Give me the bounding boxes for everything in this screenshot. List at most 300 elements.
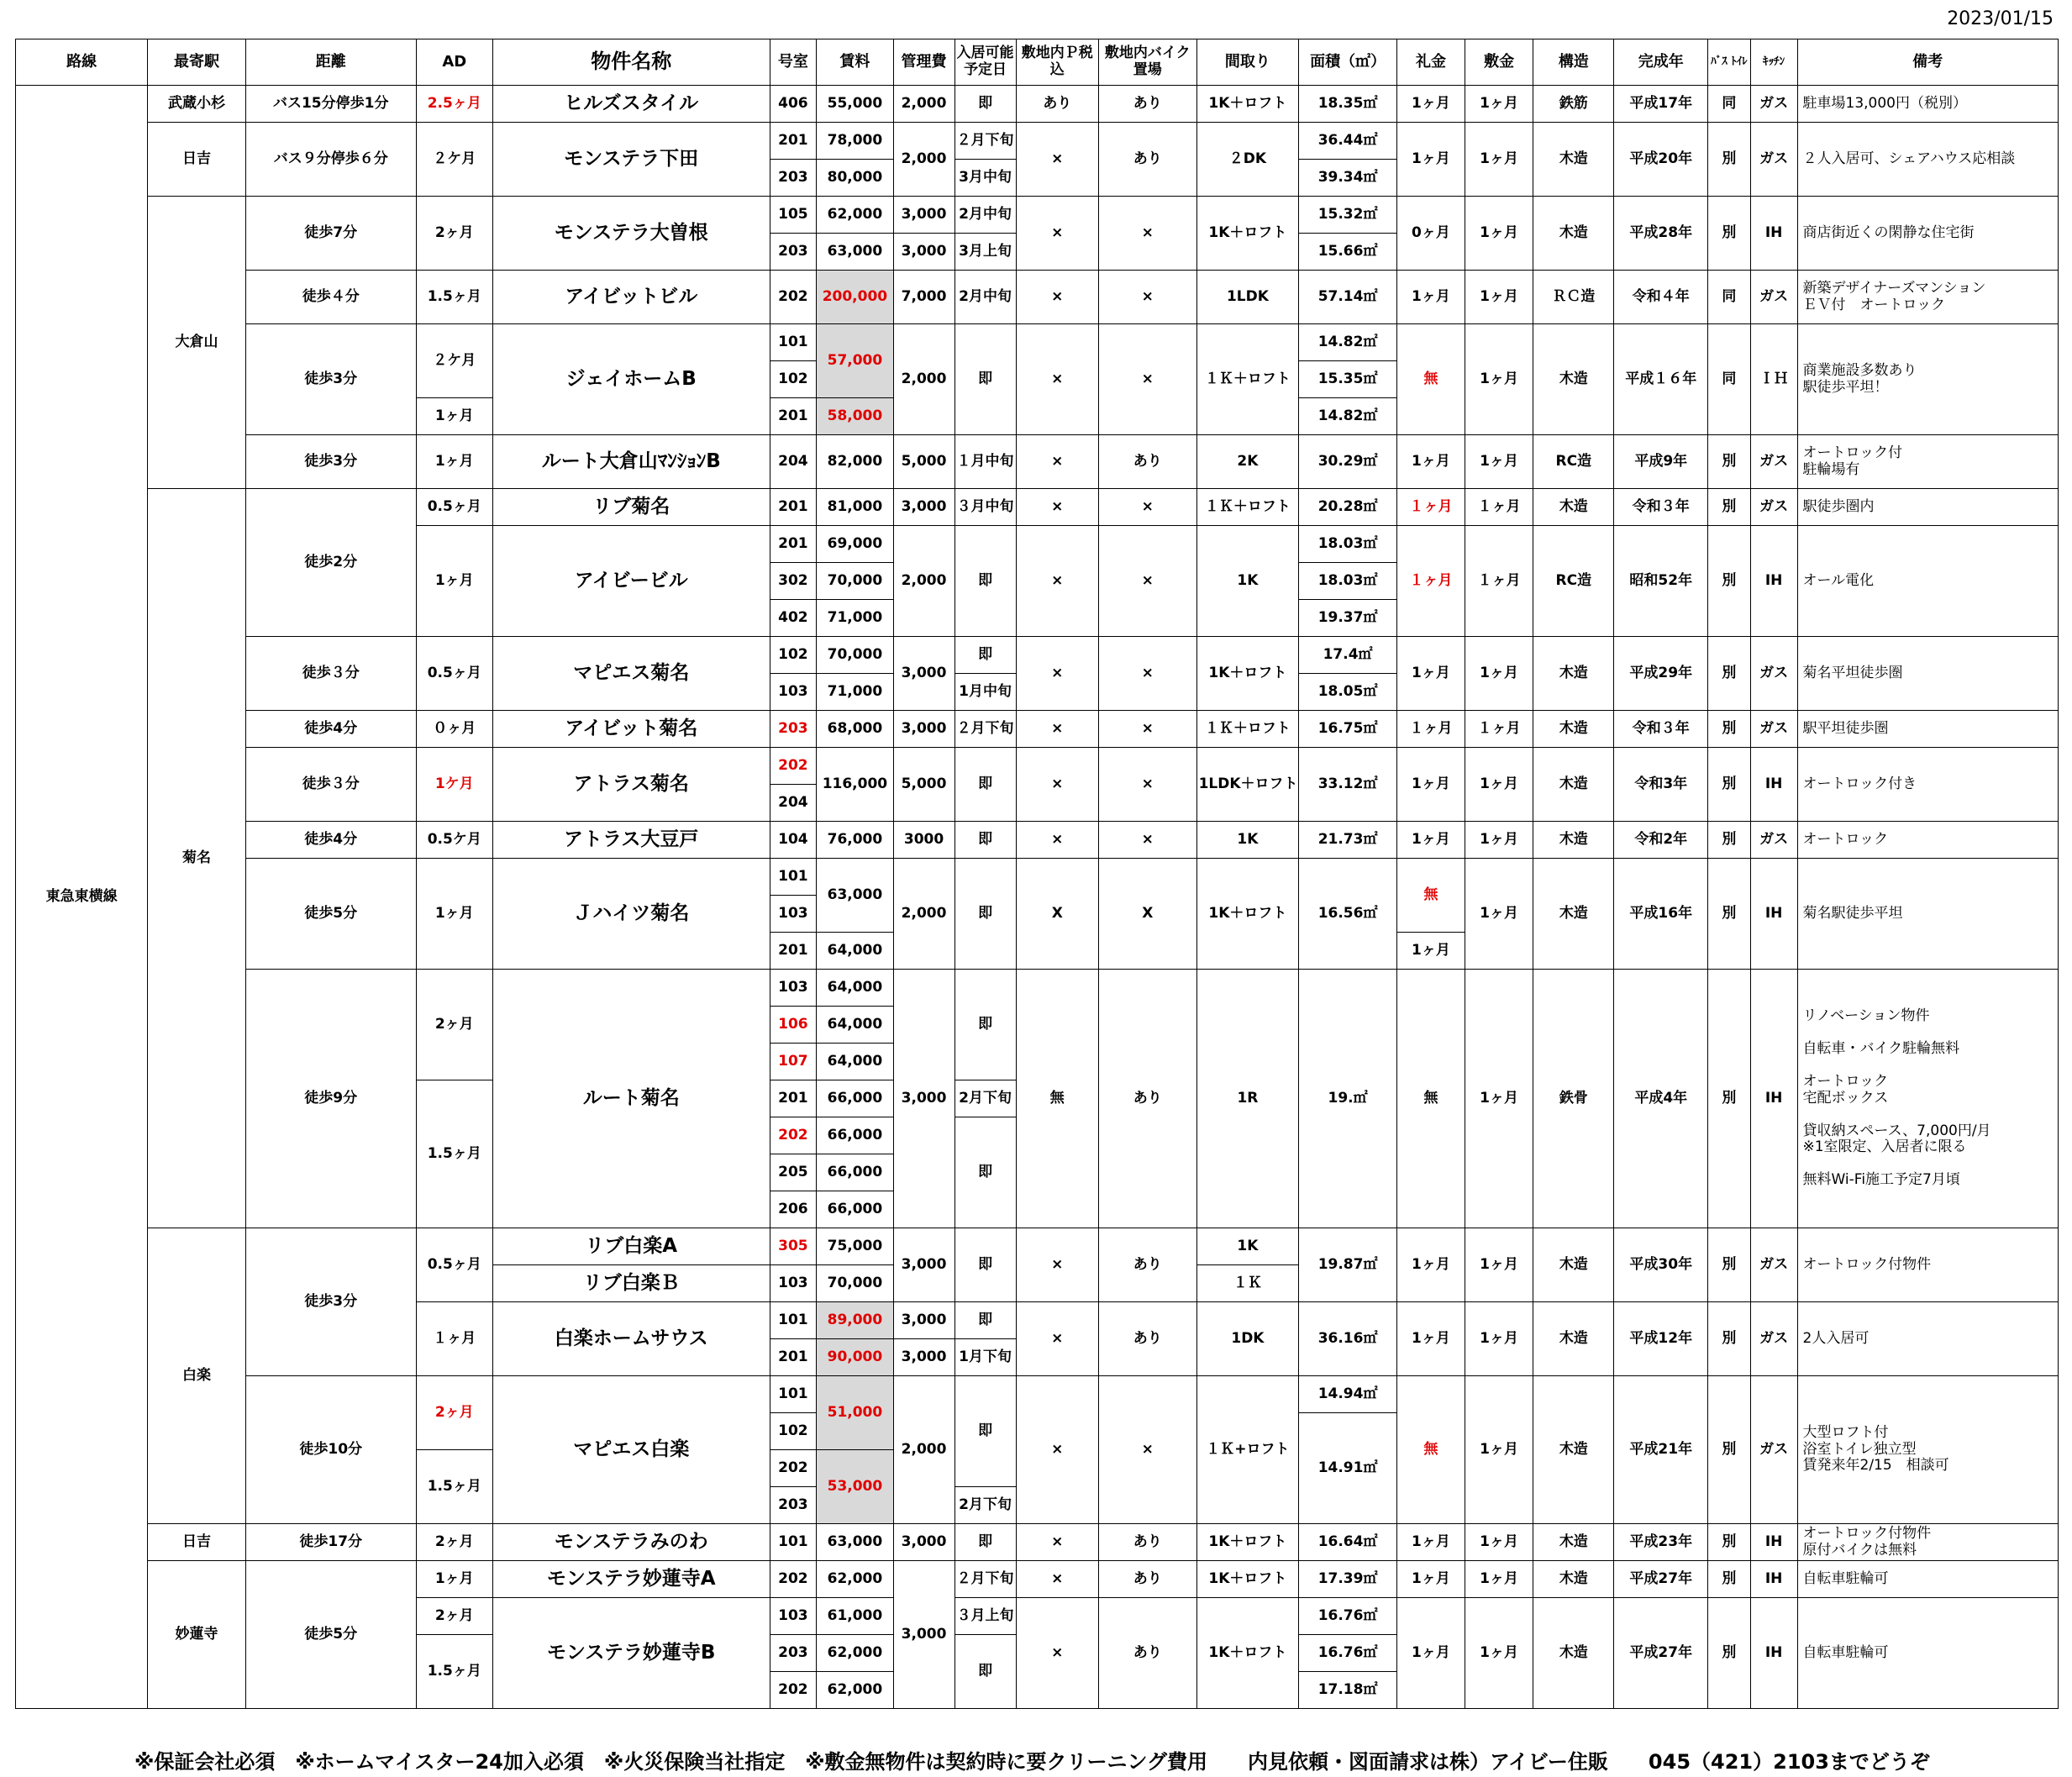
table-cell: 令和2年 (1614, 822, 1708, 859)
table-cell: 1ヶ月 (1465, 970, 1533, 1228)
table-row (16, 1376, 2059, 1413)
table-cell: 即 (954, 637, 1016, 674)
table-cell: 64,000 (817, 1007, 893, 1044)
table-cell: 同 (1708, 271, 1751, 324)
table-cell: ２ケ月 (416, 123, 492, 197)
table-cell: 2,000 (893, 526, 954, 637)
table-cell: 70,000 (817, 1265, 893, 1302)
table-cell: 1月中旬 (954, 674, 1016, 711)
table-cell: 1.5ヶ月 (416, 1635, 492, 1709)
table-cell: 2月中旬 (954, 197, 1016, 234)
table-cell: 徒歩2分 (245, 489, 416, 637)
table-row (16, 637, 2059, 674)
table-cell: 30.29㎡ (1299, 435, 1397, 489)
table-cell: 103 (770, 970, 817, 1007)
table-cell: 0.5ヶ月 (416, 1228, 492, 1302)
table-cell: 別 (1708, 822, 1751, 859)
table-cell: ガス (1750, 1228, 1797, 1302)
property-name-cell: モンステラ大曽根 (492, 197, 770, 271)
table-cell: 62,000 (817, 1561, 893, 1598)
table-row (16, 711, 2059, 748)
table-cell: 木造 (1533, 1302, 1614, 1376)
table-cell: 木造 (1533, 822, 1614, 859)
table-cell: 90,000 (817, 1339, 893, 1376)
table-cell: 201 (770, 123, 817, 160)
table-cell: ガス (1750, 86, 1797, 123)
table-cell: 徒歩３分 (245, 637, 416, 711)
table-cell: 101 (770, 1524, 817, 1561)
table-cell: 1ヶ月 (1465, 1598, 1533, 1709)
header-movein: 入居可能予定日 (954, 39, 1016, 86)
header-parking: 敷地内Ｐ税込 (1016, 39, 1098, 86)
table-cell: ガス (1750, 123, 1797, 197)
table-row (16, 748, 2059, 785)
table-cell: 14.94㎡ (1299, 1376, 1397, 1413)
table-cell: 木造 (1533, 489, 1614, 526)
table-cell: × (1016, 324, 1098, 435)
table-cell: RC造 (1533, 526, 1614, 637)
table-cell: 104 (770, 822, 817, 859)
table-cell: ガス (1750, 711, 1797, 748)
table-cell: 203 (770, 234, 817, 271)
table-cell: 木造 (1533, 1376, 1614, 1524)
table-cell: あり (1016, 86, 1098, 123)
table-cell: 406 (770, 86, 817, 123)
table-cell: IH (1750, 1598, 1797, 1709)
table-cell: 1ヶ月 (1396, 86, 1465, 123)
table-cell: 即 (954, 1228, 1016, 1302)
table-cell: 平成20年 (1614, 123, 1708, 197)
table-cell: 別 (1708, 859, 1751, 970)
table-cell: あり (1098, 1561, 1196, 1598)
table-cell: 1ヶ月 (1465, 123, 1533, 197)
table-cell: 1K＋ロフト (1196, 1524, 1299, 1561)
table-cell: 1ヶ月 (1396, 822, 1465, 859)
table-cell: 205 (770, 1154, 817, 1191)
table-cell: 21.73㎡ (1299, 822, 1397, 859)
table-cell: 徒歩４分 (245, 271, 416, 324)
table-cell: 1R (1196, 970, 1299, 1228)
table-cell: 菊名 (148, 489, 246, 1228)
table-cell: ２月下旬 (954, 1561, 1016, 1598)
table-cell: バス９分停歩６分 (245, 123, 416, 197)
table-cell: 62,000 (817, 1672, 893, 1709)
table-cell: 203 (770, 1635, 817, 1672)
table-cell: 68,000 (817, 711, 893, 748)
table-cell: IH (1750, 526, 1797, 637)
table-cell: 1月下旬 (954, 1339, 1016, 1376)
table-row (16, 489, 2059, 526)
table-row (16, 271, 2059, 324)
table-cell: 白楽 (148, 1228, 246, 1524)
table-cell: 平成21年 (1614, 1376, 1708, 1524)
table-cell: 即 (954, 822, 1016, 859)
table-cell: 無 (1396, 324, 1465, 435)
table-cell: IH (1750, 197, 1797, 271)
table-cell: 2,000 (893, 1376, 954, 1524)
table-cell: 202 (770, 1450, 817, 1487)
table-cell: 即 (954, 748, 1016, 822)
table-cell: IH (1750, 1561, 1797, 1598)
table-cell: 木造 (1533, 859, 1614, 970)
table-cell: × (1098, 822, 1196, 859)
table-cell: 1ケ月 (416, 748, 492, 822)
table-cell: × (1016, 637, 1098, 711)
table-cell: 3,000 (893, 1339, 954, 1376)
table-cell: 57,000 (817, 324, 893, 398)
table-cell: 木造 (1533, 324, 1614, 435)
table-cell: 同 (1708, 86, 1751, 123)
table-cell: 別 (1708, 1228, 1751, 1302)
table-cell: 即 (954, 1302, 1016, 1339)
table-cell: ガス (1750, 489, 1797, 526)
table-cell: 即 (954, 324, 1016, 435)
table-cell: 徒歩7分 (245, 197, 416, 271)
notes-cell: オートロック付 駐輪場有 (1797, 435, 2059, 489)
table-cell: 19.87㎡ (1299, 1228, 1397, 1302)
table-cell: 別 (1708, 970, 1751, 1228)
table-cell: 1ヶ月 (416, 435, 492, 489)
table-cell: 102 (770, 637, 817, 674)
table-cell: 1LDK＋ロフト (1196, 748, 1299, 822)
table-cell: 別 (1708, 1376, 1751, 1524)
property-name-cell: リブ白楽Ｂ (492, 1265, 770, 1302)
table-cell: 徒歩３分 (245, 748, 416, 822)
table-cell: 平成16年 (1614, 859, 1708, 970)
table-cell: × (1016, 526, 1098, 637)
table-cell: 0.5ヶ月 (416, 489, 492, 526)
table-cell: あり (1098, 1598, 1196, 1709)
table-cell: 1ヶ月 (1396, 1524, 1465, 1561)
table-cell: 302 (770, 563, 817, 600)
notes-cell: 2人入居可 (1797, 1302, 2059, 1376)
table-cell: 武蔵小杉 (148, 86, 246, 123)
table-cell: 1ヶ月 (1465, 1228, 1533, 1302)
table-cell: あり (1098, 970, 1196, 1228)
table-row (16, 123, 2059, 160)
table-cell: ガス (1750, 435, 1797, 489)
table-cell: 71,000 (817, 674, 893, 711)
table-cell: 3000 (893, 822, 954, 859)
table-cell: 1ヶ月 (416, 526, 492, 637)
table-cell: あり (1098, 435, 1196, 489)
notes-cell: オートロック付き (1797, 748, 2059, 822)
notes-cell: リノベーション物件 自転車・バイク駐輪無料 オートロック 宅配ボックス 貸収納スペース、7,000円/月 ※1室限定、入居者に限る 無料Wi-Fi施工予定7月頃 (1797, 970, 2059, 1228)
table-cell: 妙蓮寺 (148, 1561, 246, 1709)
table-row (16, 859, 2059, 896)
table-cell: 2,000 (893, 123, 954, 197)
property-name-cell: モンステラ下田 (492, 123, 770, 197)
table-cell: 徒歩4分 (245, 711, 416, 748)
property-name-cell: アイビットビル (492, 271, 770, 324)
header-name: 物件名称 (492, 39, 770, 86)
table-cell: 3月中旬 (954, 160, 1016, 197)
table-cell: 1ヶ月 (1465, 1376, 1533, 1524)
table-cell: IH (1750, 1524, 1797, 1561)
table-cell: 無 (1396, 859, 1465, 933)
table-cell: 3,000 (893, 1302, 954, 1339)
table-cell: 63,000 (817, 234, 893, 271)
table-cell: 1ヶ月 (1396, 748, 1465, 822)
table-row (16, 970, 2059, 1007)
table-cell: 1DK (1196, 1302, 1299, 1376)
table-cell: 1.5ヶ月 (416, 271, 492, 324)
table-cell: 17.18㎡ (1299, 1672, 1397, 1709)
table-cell: 即 (954, 970, 1016, 1080)
table-cell: 別 (1708, 637, 1751, 711)
table-cell: 106 (770, 1007, 817, 1044)
table-cell: 3,000 (893, 637, 954, 711)
header-room: 号室 (770, 39, 817, 86)
table-cell: 鉄筋 (1533, 86, 1614, 123)
table-cell: 15.35㎡ (1299, 361, 1397, 398)
table-cell: ２ケ月 (416, 324, 492, 398)
table-cell: 7,000 (893, 271, 954, 324)
header-mgmt: 管理費 (893, 39, 954, 86)
table-cell: × (1016, 1302, 1098, 1376)
table-cell: 平成23年 (1614, 1524, 1708, 1561)
property-name-cell: アイビット菊名 (492, 711, 770, 748)
table-cell: X (1098, 859, 1196, 970)
table-cell: 202 (770, 1561, 817, 1598)
table-cell: 2K (1196, 435, 1299, 489)
table-cell: 2,000 (893, 859, 954, 970)
table-cell: 102 (770, 361, 817, 398)
table-cell: 即 (954, 1376, 1016, 1487)
property-name-cell: アトラス大豆戸 (492, 822, 770, 859)
table-cell: RC造 (1533, 435, 1614, 489)
table-cell: 82,000 (817, 435, 893, 489)
table-cell: 令和3年 (1614, 748, 1708, 822)
table-cell: 63,000 (817, 859, 893, 933)
table-cell: 1K (1196, 526, 1299, 637)
table-cell: 0.5ヶ月 (416, 637, 492, 711)
table-cell: 66,000 (817, 1191, 893, 1228)
table-cell: 徒歩4分 (245, 822, 416, 859)
table-cell: １ヶ月 (1465, 526, 1533, 637)
table-cell: 2ヶ月 (416, 970, 492, 1080)
table-cell: 3月上旬 (954, 234, 1016, 271)
table-cell: 200,000 (817, 271, 893, 324)
table-cell: 1ヶ月 (1465, 1302, 1533, 1376)
table-cell: 木造 (1533, 123, 1614, 197)
table-cell: 別 (1708, 748, 1751, 822)
table-cell: 0.5ケ月 (416, 822, 492, 859)
table-cell: 203 (770, 160, 817, 197)
table-cell: 2,000 (893, 86, 954, 123)
header-area: 面積（㎡） (1299, 39, 1397, 86)
table-cell: 203 (770, 1487, 817, 1524)
table-cell: ガス (1750, 271, 1797, 324)
header-line: 路線 (16, 39, 148, 86)
table-cell: X (1016, 859, 1098, 970)
table-cell: 2ヶ月 (416, 1598, 492, 1635)
table-cell: 2月下旬 (954, 1487, 1016, 1524)
table-cell: 102 (770, 1413, 817, 1450)
table-cell: 1ヶ月 (1465, 197, 1533, 271)
table-cell: 徒歩3分 (245, 1228, 416, 1376)
table-cell: ２月下旬 (954, 711, 1016, 748)
table-cell: 1ヶ月 (1396, 123, 1465, 197)
table-cell: 別 (1708, 1302, 1751, 1376)
table-cell: 木造 (1533, 1561, 1614, 1598)
table-cell: 平成4年 (1614, 970, 1708, 1228)
table-cell: 日吉 (148, 123, 246, 197)
table-cell: 木造 (1533, 637, 1614, 711)
table-cell: 1ヶ月 (1465, 637, 1533, 711)
property-name-cell: マピエス菊名 (492, 637, 770, 711)
table-cell: ＲＣ造 (1533, 271, 1614, 324)
table-cell: 64,000 (817, 1044, 893, 1080)
notes-cell: 駅徒歩圏内 (1797, 489, 2059, 526)
table-cell: 1ヶ月 (416, 398, 492, 435)
notes-cell: 駐車場13,000円（税別） (1797, 86, 2059, 123)
table-cell: 402 (770, 600, 817, 637)
table-cell: 3,000 (893, 970, 954, 1228)
table-cell: 62,000 (817, 1635, 893, 1672)
table-cell: × (1098, 1376, 1196, 1524)
header-rent: 賃料 (817, 39, 893, 86)
notes-cell: 新築デザイナーズマンション ＥＶ付 オートロック (1797, 271, 2059, 324)
table-cell: 無 (1396, 1376, 1465, 1524)
table-cell: 105 (770, 197, 817, 234)
table-cell: 16.76㎡ (1299, 1635, 1397, 1672)
table-cell: 33.12㎡ (1299, 748, 1397, 822)
table-cell: 1ヶ月 (1396, 1598, 1465, 1709)
table-cell: 3,000 (893, 1524, 954, 1561)
table-cell: 1K＋ロフト (1196, 1561, 1299, 1598)
property-name-cell: 白楽ホームサウス (492, 1302, 770, 1376)
table-cell: × (1098, 271, 1196, 324)
table-row (16, 86, 2059, 123)
property-name-cell: アイビービル (492, 526, 770, 637)
table-cell: 令和３年 (1614, 711, 1708, 748)
notes-cell: 自転車駐輪可 (1797, 1561, 2059, 1598)
header-station: 最寄駅 (148, 39, 246, 86)
table-cell: 平成27年 (1614, 1598, 1708, 1709)
table-cell: 平成27年 (1614, 1561, 1708, 1598)
table-cell: 5,000 (893, 748, 954, 822)
header-distance: 距離 (245, 39, 416, 86)
table-cell: × (1016, 822, 1098, 859)
table-cell: 別 (1708, 1524, 1751, 1561)
table-cell: 70,000 (817, 637, 893, 674)
table-cell: × (1098, 489, 1196, 526)
table-cell: 17.39㎡ (1299, 1561, 1397, 1598)
property-name-cell: ルート大倉山ﾏﾝｼｮﾝB (492, 435, 770, 489)
table-cell: 201 (770, 933, 817, 970)
property-name-cell: ルート菊名 (492, 970, 770, 1228)
table-cell: 1ヶ月 (1465, 1561, 1533, 1598)
table-cell: 103 (770, 1265, 817, 1302)
table-cell: 14.82㎡ (1299, 398, 1397, 435)
table-cell: 39.34㎡ (1299, 160, 1397, 197)
property-table (15, 39, 2059, 1709)
table-row (16, 435, 2059, 489)
header-keymoney: 礼金 (1396, 39, 1465, 86)
table-cell: 16.76㎡ (1299, 1598, 1397, 1635)
table-cell: 70,000 (817, 563, 893, 600)
notes-cell: オートロック (1797, 822, 2059, 859)
table-cell: 66,000 (817, 1080, 893, 1117)
table-cell: 1ヶ月 (1396, 1302, 1465, 1376)
table-cell: 201 (770, 489, 817, 526)
table-cell: 別 (1708, 489, 1751, 526)
table-cell: 別 (1708, 1561, 1751, 1598)
table-cell: 305 (770, 1228, 817, 1265)
property-name-cell: リブ菊名 (492, 489, 770, 526)
table-cell: 101 (770, 324, 817, 361)
table-cell: 204 (770, 785, 817, 822)
property-name-cell: ジェイホームB (492, 324, 770, 435)
table-cell: 107 (770, 1044, 817, 1080)
table-cell: 36.16㎡ (1299, 1302, 1397, 1376)
table-cell: 木造 (1533, 197, 1614, 271)
table-cell: 1ヶ月 (1396, 435, 1465, 489)
property-name-cell: リブ白楽A (492, 1228, 770, 1265)
table-cell: 202 (770, 271, 817, 324)
table-cell: あり (1098, 1302, 1196, 1376)
table-cell: 15.32㎡ (1299, 197, 1397, 234)
table-cell: ３月上旬 (954, 1598, 1016, 1635)
property-name-cell: マピエス白楽 (492, 1376, 770, 1524)
table-cell: × (1016, 748, 1098, 822)
table-cell: 101 (770, 1376, 817, 1413)
table-cell: × (1016, 435, 1098, 489)
table-cell: 2ヶ月 (416, 1524, 492, 1561)
table-cell: × (1098, 197, 1196, 271)
table-cell: 1ヶ月 (1396, 271, 1465, 324)
table-cell: 無 (1396, 970, 1465, 1228)
table-cell: 201 (770, 1339, 817, 1376)
table-cell: １Ｋ＋ロフト (1196, 489, 1299, 526)
table-cell: 1K＋ロフト (1196, 859, 1299, 970)
table-cell: 57.14㎡ (1299, 271, 1397, 324)
table-cell: 206 (770, 1191, 817, 1228)
table-cell: 1.5ヶ月 (416, 1450, 492, 1524)
table-cell: １ヶ月 (1396, 489, 1465, 526)
table-cell: 1ヶ月 (1465, 86, 1533, 123)
table-cell: 17.4㎡ (1299, 637, 1397, 674)
table-cell: 即 (954, 1117, 1016, 1228)
property-name-cell: モンステラ妙蓮寺A (492, 1561, 770, 1598)
table-cell: 18.03㎡ (1299, 526, 1397, 563)
table-cell: 別 (1708, 435, 1751, 489)
table-row (16, 1524, 2059, 1561)
table-row (16, 1228, 2059, 1265)
table-cell: × (1098, 526, 1196, 637)
table-cell: 1ヶ月 (1465, 822, 1533, 859)
notes-cell: 商店街近くの閑静な住宅街 (1797, 197, 2059, 271)
table-cell: 16.64㎡ (1299, 1524, 1397, 1561)
table-cell: １月中旬 (954, 435, 1016, 489)
table-cell: 18.35㎡ (1299, 86, 1397, 123)
table-cell: 62,000 (817, 197, 893, 234)
header-ad: AD (416, 39, 492, 86)
table-cell: × (1098, 748, 1196, 822)
header-built: 完成年 (1614, 39, 1708, 86)
table-cell: 3,000 (893, 1228, 954, 1302)
table-cell: 1ヶ月 (1465, 1524, 1533, 1561)
table-cell: 1ヶ月 (1396, 1561, 1465, 1598)
table-cell: 69,000 (817, 526, 893, 563)
table-cell: 1LDK (1196, 271, 1299, 324)
table-cell: 101 (770, 859, 817, 896)
table-cell: 201 (770, 526, 817, 563)
table-cell: 201 (770, 1080, 817, 1117)
table-cell: 平成29年 (1614, 637, 1708, 711)
notes-cell: 商業施設多数あり 駅徒歩平坦！ (1797, 324, 2059, 435)
